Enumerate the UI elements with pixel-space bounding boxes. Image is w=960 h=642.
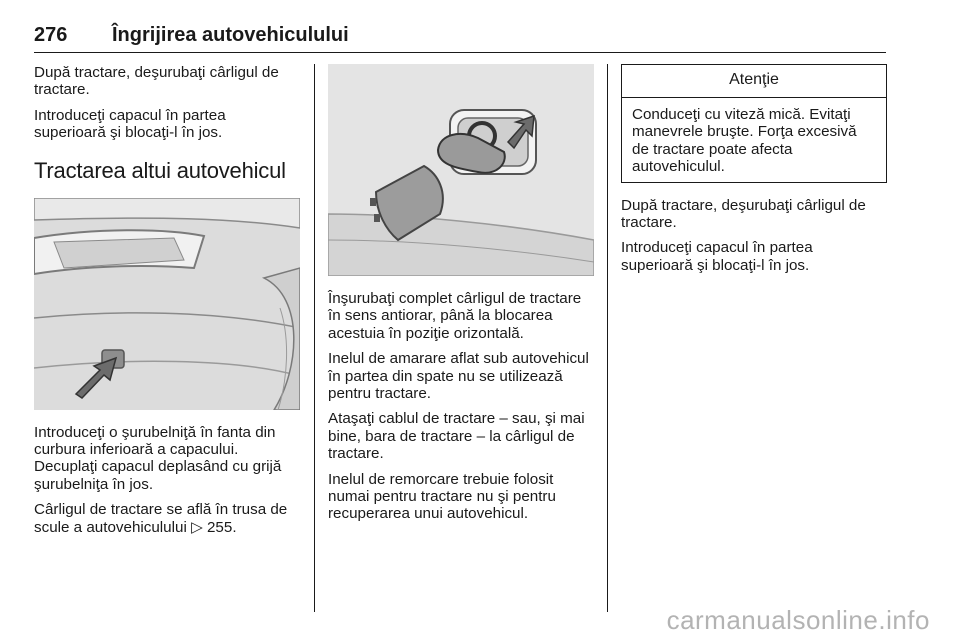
- paragraph: Înşurubaţi complet cârligul de tractare în sens antiorar, până la blocarea acestuia în poziţie orizontală.: [328, 290, 582, 342]
- column-divider: [607, 64, 608, 612]
- paragraph: Introduceţi capacul în partea superioară şi blocaţi-l în jos.: [34, 106, 226, 142]
- section-heading: Tractarea altui autovehicul: [34, 157, 286, 183]
- reference-arrow-icon: ▷: [191, 518, 203, 536]
- paragraph: După tractare, deşurubaţi cârligul de tractare.: [34, 64, 279, 99]
- page-reference[interactable]: 255.: [206, 518, 237, 536]
- paragraph-text: Cârligul de tractare se află în trusa de scule a autovehiculului: [34, 501, 288, 536]
- paragraph: Inelul de remorcare trebuie folosit numai pentru tractare nu şi pentru recuperarea unui autovehicul.: [328, 470, 556, 523]
- paragraph: Introduceţi o şurubelniţă în fanta din curbura inferioară a capacului. Decuplaţi capacul deplasând cu grijă şurubelniţa în jos.: [34, 423, 282, 493]
- paragraph: Ataşaţi cablul de tractare – sau, şi mai bine, bara de tractare – la cârligul de tractare.: [328, 410, 585, 463]
- page-header: [34, 22, 886, 53]
- paragraph: Inelul de amarare aflat sub autovehicul în partea din spate nu se utilizează pentru tractare.: [328, 350, 589, 403]
- watermark: carmanualsonline.info: [666, 605, 930, 635]
- page-number: 276: [34, 24, 68, 46]
- caution-title: Atenţie: [622, 65, 886, 98]
- paragraph: După tractare, deşurubaţi cârligul de tractare.: [621, 196, 866, 232]
- column-3: [621, 64, 887, 282]
- chapter-title: Îngrijirea autovehiculului: [112, 24, 349, 46]
- caution-box: [621, 64, 887, 183]
- paragraph: Introduceţi capacul în partea superioară şi blocaţi-l în jos.: [621, 239, 813, 274]
- column-2: [328, 64, 594, 531]
- rear-bumper-illustration: [34, 198, 300, 410]
- column-divider: [314, 64, 315, 612]
- paragraph-with-reference: [34, 501, 300, 536]
- caution-text: Conduceţi cu viteză mică. Evitaţi manevrele bruşte. Forţa excesivă de tractare poate afecta autovehiculul.: [632, 106, 857, 176]
- tow-hook-illustration: [328, 64, 594, 276]
- column-1: [34, 64, 300, 544]
